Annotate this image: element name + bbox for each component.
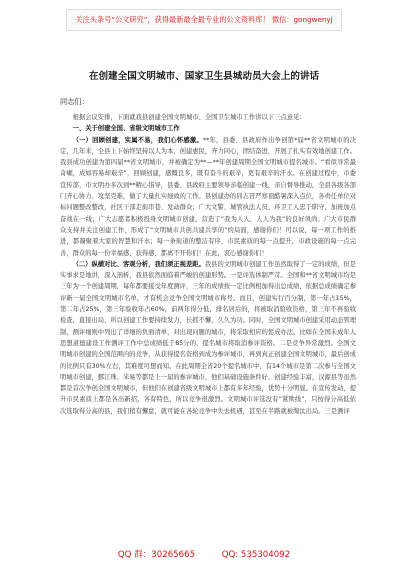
promo-banner-text: 关注头条号“公文研究”，获得最新最全最专业的公文资料库！ 微信：gongwenyj [75,15,333,24]
paragraph-text: **年，县委、县政府作出争创第*届**省文明城市的决定，几年来，全县上下始终坚持以人为本，创建惠民，齐力同心，团结奋进，开展了扎实有效地创建工作。我县成功创建为第四届**省文明城市，并被确定为**—**年创建周期全国文明城市提名城市。“看似寻常最奇崛，成如容易却艰辛”，回顾创建，感慨良多，既有奋斗的艰辛，更有艰辛的汗水。在创建过程中，市委宣传部、市文明办多次到**精心指导，县委、县政府主要领导亲临创建一线，亲自督导推动，全县各级各部门齐心协力、攻坚克难，做了大量扎实细致的工作。县创建办的同志冒严寒顶酷暑深入点位，各责任单位对标问题整改整改，社区干部走街串巷、发动群众；广大文警、城管执法人员、环卫工人忠于职守，加班加点奋战在一线；广大志愿者积极投身文明城市创建，营造了“我为人人，人人为我”的良好风尚；广大市民群众支持并关注创建工作，形成了“文明城市共创共建共享的”的局面，感谢你们！可以说，每一项工作的推进，都凝聚着大家的智慧和汗水；每一条街道的整洁有序，市民素质的每一点提升，市政设施的每一点完善，群众的每一份幸福感、获得感，都离不开你们！在此，衷心感谢你们！ [60,136,357,257]
subsection-heading: （二）纵横对比、客观分析，我们须正视差距。 [72,260,205,268]
page-title: 在创建全国文明城市、国家卫生县城动员大会上的讲话 [88,71,320,82]
salutation: 同志们： [60,97,89,106]
qq-group-text: QQ 群：30265665 [117,550,196,560]
intro-paragraph: 根据会议安排，下面就我县创建全国文明城市、全国卫生城市工作讲以下三点意见： [72,114,306,121]
section-heading: 一、关于创建全国、省级文明城市工作 [72,125,180,133]
paragraph-comparison [60,259,356,417]
document-body [60,112,356,417]
paragraph-review [60,135,356,259]
promo-banner [66,9,342,31]
subsection-heading: （一）回顾创建，实属不易，我们心怀感激。 [72,136,203,144]
footer-contact [0,548,408,560]
paragraph-text: 我县的文明城市创建工作虽然取得了一定的成绩，但是实事求是地讲，深入剖析，我县依然面临着严峻的创建形势。一是评选体制严苛。全国和**省文明城市均是三年为一个创建周期，每年都要接受年度测评，三年的成绩按一定比例相加得出总成绩，依据总成绩确定参评新一届全国文明城市名单，才有机会竞争全国文明城市称号。而且，创建实行百分制，第一年占15%，第二年占25%，第三年验收年占60%，前两年得分低，排名居后的，将被取消验收资格，第三年不再验收检查，直接出局，所以创建工作要持续发力，长抓不懈，久久为功。同时，全国文明城市创建采用动态管理制，测评细则中列出了详细的负面清单，对出现问题的城市，将采取相应的惩戒办法。比如在全国未成年人思想道德建设工作测评工作中总成绩低于85分的，提名城市将取消参评资格。二是竞争异常激烈。全国文明城市创建的全国范围内的竞争，从获得提名资格到成为参评城市，再到真正创建全国文明城市，最后创成的比例只有30%左右，其难度可想而知。在此周期全省20个提名城市中，有14个城市是第二次参与全国文明城市创建，鄞江珠、米易等都是上一届的参评城市，他们基础设施条件好、创建经验丰富，汉源县等虽然都是首次争创全国文明城市，但他们在创建省级文明城市上都有多年经验，优势十分明显。在宣传发动，提升市民素质上都是各出新招，各有特色，所以竞争很激烈。文明城市评选没有“紧欺线”，只按得分高低依次选取得分高的县，我们稍有懈怠，就可能在各轮竞争中失去机遇，甚至在半路就被淘汰出局。三是测评 [60,260,357,415]
qq-text: QQ: 535304092 [221,550,291,560]
